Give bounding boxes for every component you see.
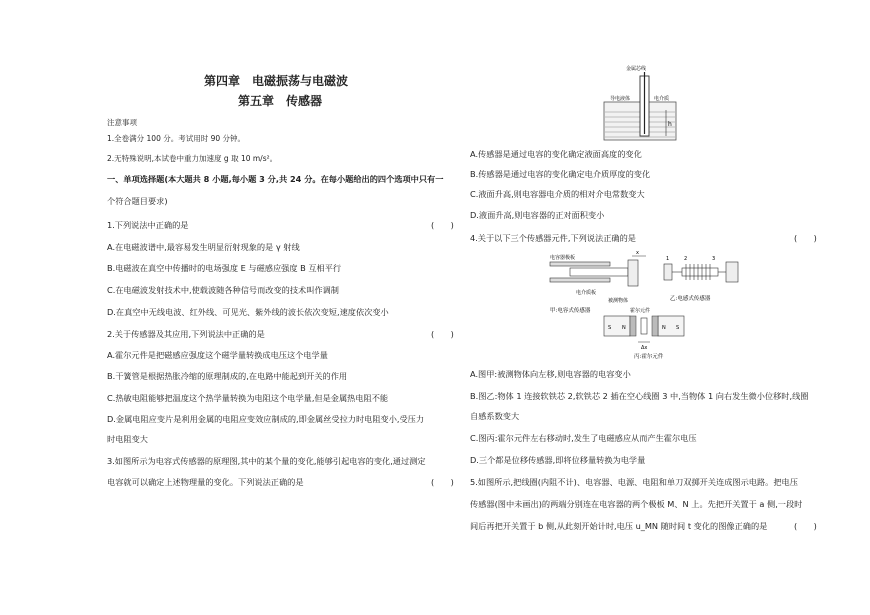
notice-heading: 注意事项 [107,118,137,127]
sensor-inductive [664,256,738,302]
q3-option-a: A.传感器是通过电容的变化确定液面高度的变化 [470,149,642,159]
q5-stem-cont2: 间后再把开关置于 b 侧,从此刻开始计时,电压 u_MN 随时间 t 变化的图像正确的是 [470,521,768,531]
q5-answer-blank: ( ) [794,521,817,531]
label-hall: 霍尔元件 [630,308,651,314]
q1-option-d: D.在真空中无线电波、红外线、可见光、紫外线的波长依次变短,速度依次变小 [107,307,389,317]
q4-option-b-cont: 自感系数变大 [470,411,520,421]
q4-figure [546,250,746,362]
q3-option-c: C.液面升高,则电容器电介质的相对介电常数变大 [470,189,645,199]
label-object: 被测物体 [608,298,629,304]
q4-stem: 4.关于以下三个传感器元件,下列说法正确的是 [470,233,636,243]
q5-stem: 5.如图所示,把线圈(内阻不计)、电容器、电源、电阻和单刀双掷开关连成图示电路。把电压 [470,477,798,487]
sensor-hall [604,307,684,360]
caption-b: 乙:电感式传感器 [670,296,711,302]
q2-stem: 2.关于传感器及其应用,下列说法中正确的是 [107,329,265,339]
q3-option-b: B.传感器是通过电容的变化确定电介质厚度的变化 [470,169,651,179]
label-n-right: N [662,325,666,331]
label-n1: 1 [666,256,670,262]
q2-option-a: A.霍尔元件是把磁感应强度这个磁学量转换成电压这个电学量 [107,350,328,360]
q1-option-b: B.电磁波在真空中传播时的电场强度 E 与磁感应强度 B 互相平行 [107,263,342,273]
q1-answer-blank: ( ) [431,220,454,230]
section1-heading: 一、单项选择题(本大题共 8 小题,每小题 3 分,共 24 分。在每小题给出的四个选项中只有一 [107,174,444,184]
q1-stem: 1.下列说法中正确的是 [107,220,189,230]
label-dielectric-plate: 电介质板 [576,290,597,296]
q4-answer-blank: ( ) [794,233,817,243]
q3-answer-blank: ( ) [431,477,454,487]
q2-option-c: C.热敏电阻能够把温度这个热学量转换为电阻这个电学量,但是金属热电阻不能 [107,393,389,403]
label-dx: Δx [641,345,648,351]
q4-option-d: D.三个都是位移传感器,即将位移量转换为电学量 [470,455,646,465]
q3-stem-cont: 电容就可以确定上述物理量的变化。下列说法正确的是 [107,477,304,487]
section1-heading-cont: 个符合题目要求) [107,196,168,206]
q2-answer-blank: ( ) [431,329,454,339]
chapter4-title: 第四章 电磁振荡与电磁波 [204,74,349,88]
label-s-right: S [676,325,680,331]
notice-item-1: 1.全卷满分 100 分。考试用时 90 分钟。 [107,134,246,143]
notice-item-2: 2.无特殊说明,本试卷中重力加速度 g 取 10 m/s²。 [107,154,278,163]
label-h: h [668,121,672,128]
label-x: x [636,250,639,256]
q1-option-c: C.在电磁波发射技术中,使载波随各种信号而改变的技术叫作调制 [107,285,339,295]
q2-option-b: B.干簧管是根据热胀冷缩的原理制成的,在电路中能起到开关的作用 [107,371,348,381]
q2-option-d: D.金属电阻应变片是利用金属的电阻应变效应制成的,即金属丝受拉力时电阻变小,受压力 [107,414,425,424]
sensor-capacitive [550,250,646,314]
label-liquid: 导电液体 [610,96,631,102]
label-n2: 2 [684,256,688,262]
label-plate: 电容器极板 [550,255,576,261]
label-metal-core: 金属芯线 [626,66,647,72]
caption-c: 丙:霍尔元件 [634,354,664,360]
q5-stem-cont1: 传感器(图中未画出)的两端分别连在电容器的两个极板 M、N 上。先把开关置于 a 侧,一段时 [470,499,803,509]
label-s-left: S [608,325,612,331]
q3-option-d: D.液面升高,则电容器的正对面积变小 [470,210,605,220]
q2-option-d-cont: 时电阻变大 [107,434,148,444]
q3-figure [596,62,686,144]
q4-option-a: A.图甲:被测物体向左移,则电容器的电容变小 [470,369,631,379]
label-dielectric: 电介质 [654,96,670,102]
label-n-left: N [622,325,626,331]
q4-option-c: C.图丙:霍尔元件左右移动时,发生了电磁感应从而产生霍尔电压 [470,433,697,443]
q3-stem: 3.如图所示为电容式传感器的原理图,其中的某个量的变化,能够引起电容的变化,通过测定 [107,456,426,466]
caption-a: 甲:电容式传感器 [550,308,591,314]
q4-option-b: B.图乙:物体 1 连接软铁芯 2,软铁芯 2 插在空心线圈 3 中,当物体 1 向右发生微小位移时,线圈 [470,391,809,401]
chapter5-title: 第五章 传感器 [238,94,323,108]
q1-option-a: A.在电磁波谱中,最容易发生明显衍射现象的是 γ 射线 [107,242,300,252]
label-n3: 3 [712,256,716,262]
